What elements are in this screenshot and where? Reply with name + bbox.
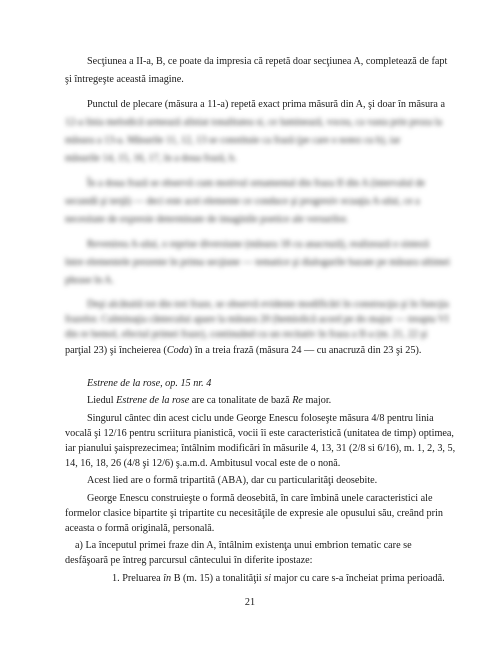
- blurred-line: necesitate de expresie determinate de imaginile poetice ale versurilor.: [65, 214, 349, 225]
- paragraph-line: Singurul cântec din acest ciclu unde George Enescu foloseşte măsura 4/8 pentru linia: [87, 413, 434, 424]
- section-heading: Estrene de la rose, op. 15 nr. 4: [87, 378, 212, 389]
- blurred-line: din re bemol, efectul primei fraze), continuând cu un recitativ în fraza a II-a (m. 21, 22 şi: [65, 329, 428, 340]
- blurred-line: măsura a 13-a. Măsurile 11, 12, 13 se constituie ca frază (pe care o notez cu b), iar: [65, 135, 401, 146]
- paragraph-line: Liedul Estrene de la rose are ca tonalitate de bază Re major.: [87, 395, 332, 406]
- blurred-line: phrase în A.: [65, 275, 114, 286]
- paragraph-line: şi întregeşte această imagine.: [65, 74, 184, 85]
- blurred-line: măsurile 14, 15, 16, 17, în a doua frază, b.: [65, 153, 237, 164]
- blurred-line: secundă şi terţă) — deci este acei elemente ce conduce şi progresiv ecuaţia A-ului, ce a: [65, 196, 420, 207]
- paragraph-line: Punctul de plecare (măsura a 11-a) repetă exact prima măsură din A, şi doar în măsura a: [87, 99, 446, 110]
- paragraph-line: 14, 16, 18, 26 (4/8 şi 12/6) ş.a.m.d. Ambitusul vocal este de o nonă.: [65, 458, 341, 469]
- blurred-line: frazelor. Culminaţia cântecului apare la măsura 20 (hemiolică acord pe do major — treapta VI: [65, 314, 449, 325]
- page-number: 21: [244, 597, 256, 608]
- paragraph-line: parţial 23) şi încheierea (Coda) în a treia frază (măsura 24 — cu anacruză din 23 şi 25).: [65, 345, 422, 356]
- blurred-line: Revenirea A-ului, o reprise diversiune (măsura 18 cu anacruză), realizează o sinteză: [87, 239, 429, 250]
- list-item-line: a) La începutul primei fraze din A, întâlnim existenţa unui embrion tematic care se: [75, 540, 412, 551]
- paragraph-line: vocală şi 12/16 pentru scriitura pianistică, vocii îi este caracteristică (unitatea de timp) optimea,: [65, 428, 454, 439]
- paragraph-line: iar pianului şaisprezecimea; întâlnim modificări în măsurile 4, 13, 31 (2/8 si 6/16), m. 1, 2, 3, 5,: [65, 443, 456, 454]
- blurred-line: între elementele prezente în prima secţiune — tematice şi dialogurile bazate pe măsura ultimei: [65, 257, 450, 268]
- blurred-line: 12-a linia melodică urmează aliniat tonalitatea si, ce luminează, vocea, ca vasta prin proza la: [65, 117, 443, 128]
- paragraph-line: formelor clasice bipartite şi tripartite cu necesităţile de expresie ale opusului său, creând prin: [65, 508, 443, 519]
- paragraph-line: George Enescu construieşte o formă deosebită, în care îmbină unele caracteristici ale: [87, 493, 433, 504]
- blurred-line: Deşi alcătuită tot din trei fraze, se observă evidente modificări în construcţia şi în funcţia: [87, 299, 449, 310]
- paragraph-line: Secţiunea a II-a, B, ce poate da impresia că repetă doar secţiunea A, completează de fapt: [87, 56, 448, 67]
- list-item-line: 1. Preluarea în B (m. 15) a tonalităţii si major cu care s-a încheiat prima perioadă.: [112, 573, 445, 584]
- blurred-line: În a doua frază se observă cum motivul ornamental din fraza II din A (intervalul de: [87, 178, 426, 189]
- paragraph-line: Acest lied are o formă tripartită (ABA), dar cu particularităţi deosebite.: [87, 475, 378, 486]
- list-item-line: desfăşoară pe întreg parcursul cântecului în diferite ipostaze:: [65, 555, 313, 566]
- paragraph-line: aceasta o formă originală, personală.: [65, 523, 215, 534]
